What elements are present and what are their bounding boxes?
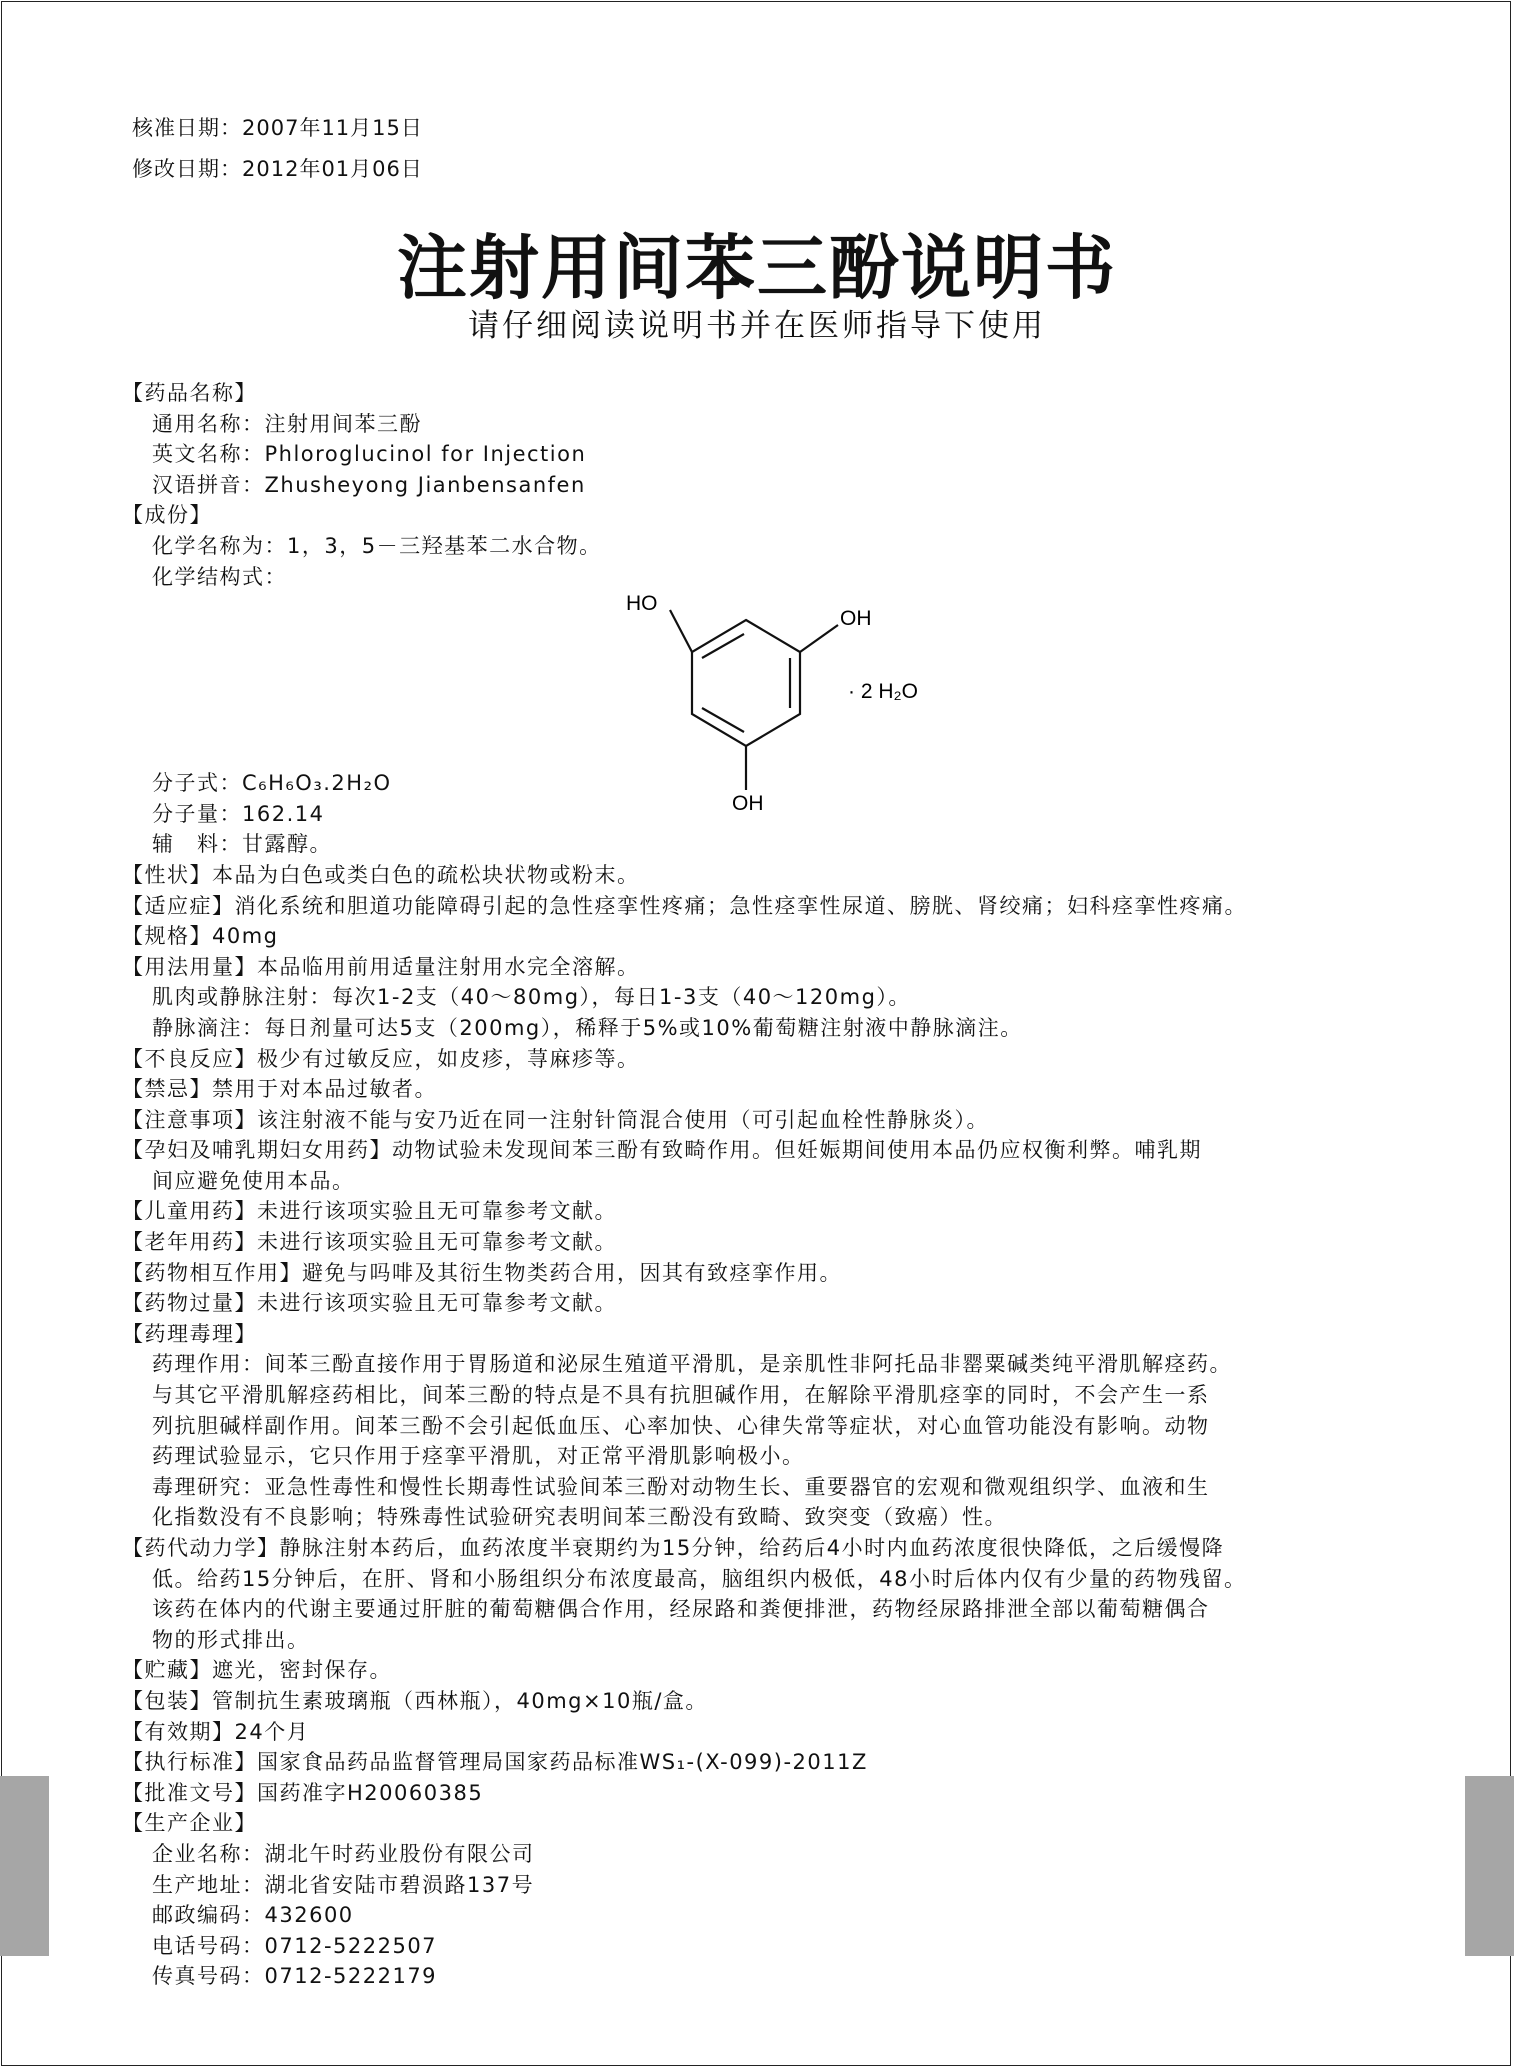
section-heading-line: 【孕妇及哺乳期妇女用药】动物试验未发现间苯三酚有致畸作用。但妊娠期间使用本品仍应权衡利弊。哺乳期	[122, 1138, 1202, 1163]
left-gray-tab	[0, 1776, 49, 1956]
revision-date: 修改日期：2012年01月06日	[132, 157, 423, 181]
section-heading-line: 【儿童用药】未进行该项实验且无可靠参考文献。	[122, 1199, 617, 1224]
body-text-line: 物的形式排出。	[152, 1627, 310, 1652]
section-heading-line: 【药理毒理】	[122, 1321, 257, 1346]
body-text-line: 通用名称：注射用间苯三酚	[152, 411, 422, 436]
body-text-line: 间应避免使用本品。	[152, 1168, 355, 1193]
section-heading-line: 【适应症】消化系统和胆道功能障碍引起的急性痉挛性疼痛；急性痉挛性尿道、膀胱、肾绞痛；妇科痉挛性疼痛。	[122, 893, 1247, 918]
body-text-line: 分子量：162.14	[152, 801, 325, 826]
section-heading-line: 【执行标准】国家食品药品监督管理局国家药品标准WS₁-(X-099)-2011Z	[122, 1750, 868, 1775]
oh-bottom-label: OH	[732, 792, 764, 815]
section-heading-line: 【药物相互作用】避免与吗啡及其衍生物类药合用，因其有致痉挛作用。	[122, 1260, 842, 1285]
body-text-line: 与其它平滑肌解痉药相比，间苯三酚的特点是不具有抗胆碱作用，在解除平滑肌痉挛的同时，不会产生一系	[152, 1383, 1210, 1408]
body-text-line: 化学结构式：	[152, 564, 287, 589]
section-heading-line: 【老年用药】未进行该项实验且无可靠参考文献。	[122, 1230, 617, 1255]
body-text-line: 企业名称：湖北午时药业股份有限公司	[152, 1841, 535, 1866]
body-text-line: 该药在体内的代谢主要通过肝脏的葡萄糖偶合作用，经尿路和粪便排泄，药物经尿路排泄全部以葡萄糖偶合	[152, 1597, 1210, 1622]
section-lines-top	[122, 378, 1422, 592]
body-text-line: 肌肉或静脉注射：每次1-2支（40～80mg），每日1-3支（40～120mg）。	[152, 985, 911, 1010]
section-heading-line: 【性状】本品为白色或类白色的疏松块状物或粉末。	[122, 862, 640, 887]
ho-left-label: HO	[626, 592, 658, 615]
hydrate-label: · 2 H₂O	[848, 680, 918, 703]
section-heading-line: 【成份】	[122, 503, 212, 528]
body-text-line: 电话号码：0712-5222507	[152, 1933, 438, 1958]
benzene-ring	[670, 610, 838, 790]
section-heading-line: 【规格】40mg	[122, 924, 279, 949]
body-text-line: 英文名称：Phloroglucinol for Injection	[152, 442, 587, 467]
body-text-line: 列抗胆碱样副作用。间苯三酚不会引起低血压、心率加快、心律失常等症状，对心血管功能没有影响。动物	[152, 1413, 1210, 1438]
body-text-line: 药理作用：间苯三酚直接作用于胃肠道和泌尿生殖道平滑肌，是亲肌性非阿托品非罂粟碱类纯平滑肌解痉药。	[152, 1352, 1232, 1377]
section-heading-line: 【批准文号】国药准字H20060385	[122, 1780, 484, 1805]
body-text-line: 分子式：C₆H₆O₃.2H₂O	[152, 771, 392, 796]
body-text-line: 邮政编码：432600	[152, 1903, 354, 1928]
body-text-line: 化指数没有不良影响；特殊毒性试验研究表明间苯三酚没有致畸、致突变（致癌）性。	[152, 1505, 1007, 1530]
section-heading-line: 【贮藏】遮光，密封保存。	[122, 1658, 392, 1683]
right-gray-tab	[1465, 1776, 1514, 1956]
section-heading-line: 【不良反应】极少有过敏反应，如皮疹，荨麻疹等。	[122, 1046, 640, 1071]
section-heading-line: 【注意事项】该注射液不能与安乃近在同一注射针筒混合使用（可引起血栓性静脉炎）。	[122, 1107, 989, 1132]
body-text-line: 传真号码：0712-5222179	[152, 1964, 438, 1989]
section-heading-line: 【禁忌】禁用于对本品过敏者。	[122, 1077, 437, 1102]
document-title: 注射用间苯三酚说明书	[397, 227, 1117, 309]
section-heading-line: 【药物过量】未进行该项实验且无可靠参考文献。	[122, 1291, 617, 1316]
body-text-line: 辅 料：甘露醇。	[152, 832, 332, 857]
section-heading-line: 【用法用量】本品临用前用适量注射用水完全溶解。	[122, 954, 640, 979]
section-lines-bottom	[122, 768, 1422, 1992]
approval-date: 核准日期：2007年11月15日	[132, 116, 423, 140]
body-text-line: 化学名称为：1，3，5－三羟基苯二水合物。	[152, 533, 602, 558]
body-text-line: 生产地址：湖北省安陆市碧涢路137号	[152, 1872, 535, 1897]
body-text-line: 毒理研究：亚急性毒性和慢性长期毒性试验间苯三酚对动物生长、重要器官的宏观和微观组织学、血液和生	[152, 1474, 1210, 1499]
body-text-line: 低。给药15分钟后，在肝、肾和小肠组织分布浓度最高，脑组织内极低，48小时后体内仅有少量的药物残留。	[152, 1566, 1247, 1591]
body-text-line: 药理试验显示，它只作用于痉挛平滑肌，对正常平滑肌影响极小。	[152, 1444, 805, 1469]
section-heading-line: 【包装】管制抗生素玻璃瓶（西林瓶），40mg×10瓶/盒。	[122, 1688, 708, 1713]
body-text-line: 静脉滴注：每日剂量可达5支（200mg），稀释于5%或10%葡萄糖注射液中静脉滴注。	[152, 1015, 1023, 1040]
section-heading-line: 【有效期】24个月	[122, 1719, 310, 1744]
document-subtitle: 请仔细阅读说明书并在医师指导下使用	[468, 308, 1046, 344]
oh-right-label: OH	[840, 607, 872, 630]
chemical-structure	[600, 580, 960, 820]
section-heading-line: 【生产企业】	[122, 1811, 257, 1836]
section-heading-line: 【药代动力学】静脉注射本药后，血药浓度半衰期约为15分钟，给药后4小时内血药浓度很快降低，之后缓慢降	[122, 1536, 1225, 1560]
body-text-line: 汉语拼音：Zhusheyong Jianbensanfen	[152, 472, 586, 497]
section-heading-line: 【药品名称】	[122, 381, 257, 405]
